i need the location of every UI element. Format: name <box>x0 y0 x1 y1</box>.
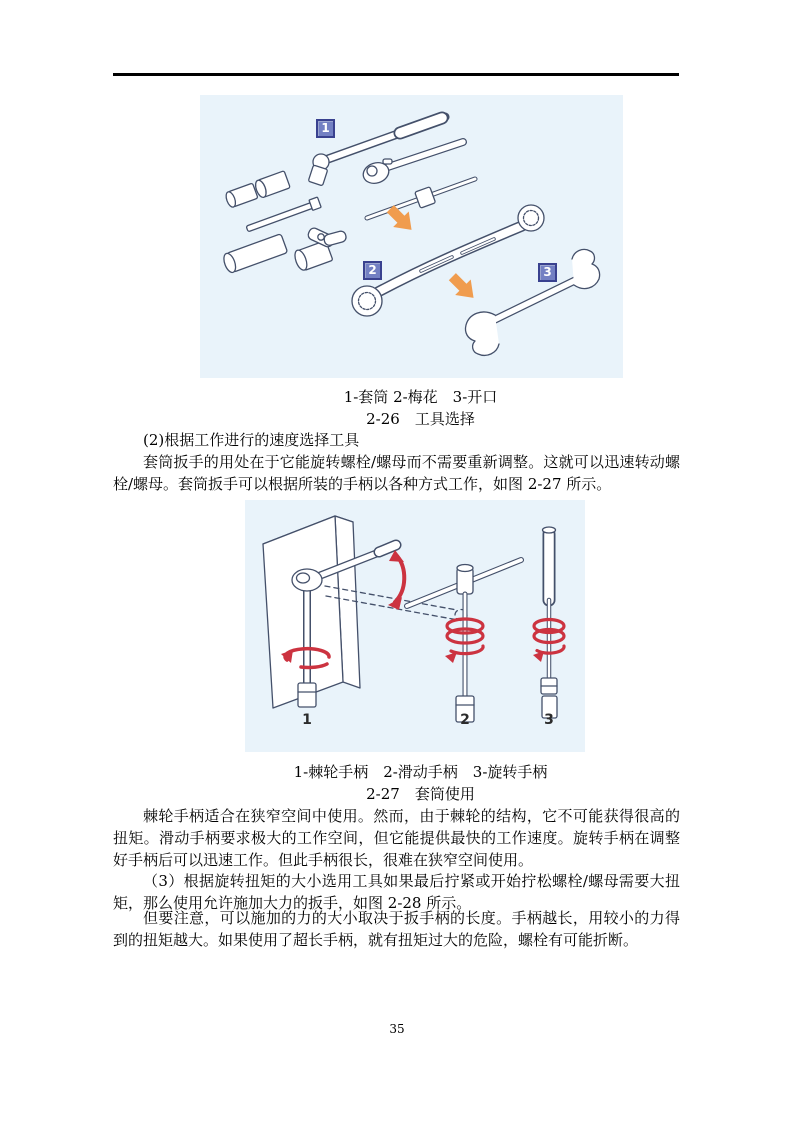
socket-set-drawing <box>222 171 348 274</box>
ratchet-drawing <box>361 142 463 187</box>
arrow-orange-2 <box>445 269 482 306</box>
figure2-caption-title: 2-27 套筒使用 <box>366 785 475 803</box>
header-rule <box>113 73 679 76</box>
figure2-caption-items: 1-棘轮手柄 2-滑动手柄 3-旋转手柄 <box>293 763 548 781</box>
tool-selection-illustration <box>200 95 623 378</box>
figure1-badge-3: 3 <box>538 263 557 282</box>
figure2-number-2: 2 <box>460 712 470 728</box>
wall-panel-drawing <box>263 516 360 708</box>
open-end-wrench-drawing <box>465 249 599 355</box>
figure1-badge-2: 2 <box>363 261 382 280</box>
figure-2-26-tool-selection <box>200 95 623 378</box>
sliding-handle-drawing <box>407 560 521 722</box>
figure-2-27-socket-use <box>245 500 585 752</box>
paragraph-handle-comparison: 棘轮手柄适合在狭窄空间中使用。然而，由于棘轮的结构，它不可能获得很高的扭矩。滑动手柄要求极大的工作空间，但它能提供最快的工作速度。旋转手柄在调整好手柄后可以迅速工作。但此手柄很长，很难在狭窄空间使用。 <box>113 807 680 869</box>
figure2-number-1: 1 <box>302 712 312 728</box>
page-number: 35 <box>389 1022 405 1036</box>
swing-arrow-red <box>395 556 404 602</box>
figure2-number-3: 3 <box>544 712 554 728</box>
paragraph-torque-selection: （3）根据旋转扭矩的大小选用工具如果最后拧紧或开始拧松螺栓/螺母需要大扭矩，那么使用允许施加大力的扳手，如图 2-28 所示。 <box>113 872 680 912</box>
paragraph-speed-heading: (2)根据工作进行的速度选择工具 <box>143 431 360 449</box>
figure1-caption-items: 1-套筒 2-梅花 3-开口 <box>343 388 498 406</box>
extension-bar-drawing <box>245 197 321 234</box>
spinner-handle-drawing <box>541 527 557 718</box>
figure1-badge-1: 1 <box>316 119 335 138</box>
paragraph-socket-wrench: 套筒扳手的用处在于它能旋转螺栓/螺母而不需要重新调整。这就可以迅速转动螺栓/螺母。套筒扳手可以根据所装的手柄以各种方式工作，如图 2-27 所示。 <box>113 453 680 493</box>
figure1-caption-title: 2-26 工具选择 <box>366 410 475 428</box>
sliding-t-bar-drawing <box>367 179 475 218</box>
paragraph-torque-warning: 但要注意，可以施加的力的大小取决于扳手柄的长度。手柄越长，用较小的力得到的扭矩越大。如果使用了超长手柄，就有扭矩过大的危险，螺栓有可能折断。 <box>113 909 680 949</box>
